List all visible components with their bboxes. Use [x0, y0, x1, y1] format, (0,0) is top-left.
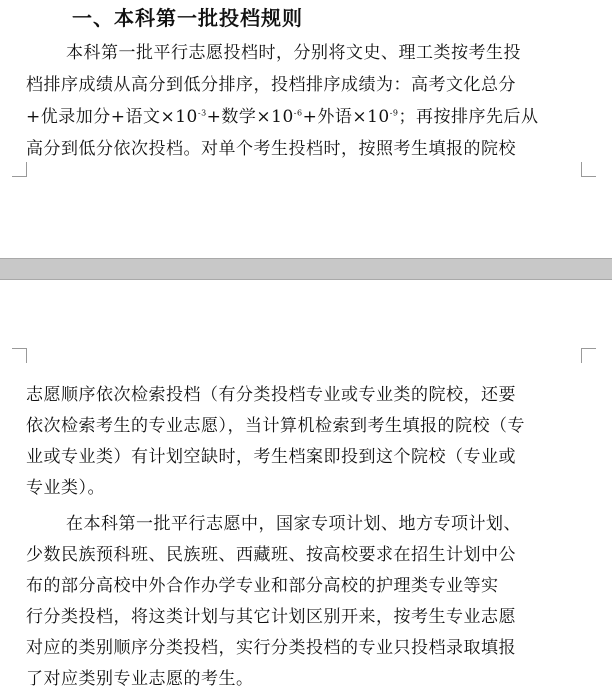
paragraph-line-formula [26, 102, 586, 127]
document-page-1 [0, 0, 612, 258]
exponent: -3 [197, 108, 207, 118]
paragraph-line: 高分到低分依次投档。对单个考生投档时，按照考生填报的院校 [26, 139, 516, 159]
formula-part: ；再按排序先后从 [398, 107, 539, 127]
crop-mark [12, 162, 27, 177]
formula-part: +优录加分+语文×10 [26, 107, 198, 127]
exponent: -6 [293, 108, 303, 118]
exponent: -9 [389, 108, 399, 118]
paragraph-line: 在本科第一批平行志愿中，国家专项计划、地方专项计划、 [66, 514, 521, 534]
paragraph-line: 行分类投档，将这类计划与其它计划区别开来，按考生专业志愿 [26, 607, 516, 627]
paragraph-line: 业或专业类）有计划空缺时，考生档案即投到这个院校（专业或 [26, 447, 516, 467]
page-separator [0, 258, 612, 280]
document-page-2 [0, 280, 612, 695]
section-heading: 一、本科第一批投档规则 [72, 6, 303, 30]
paragraph-line: 志愿顺序依次检索投档（有分类投档专业或专业类的院校，还要 [26, 385, 516, 405]
paragraph-line: 对应的类别顺序分类投档，实行分类投档的专业只投档录取填报 [26, 638, 516, 658]
paragraph-line: 专业类）。 [26, 478, 105, 498]
formula-part: +外语×10 [302, 107, 390, 127]
crop-mark [581, 348, 596, 363]
paragraph-line: 本科第一批平行志愿投档时，分别将文史、理工类按考生投 [66, 43, 521, 63]
paragraph-line: 档排序成绩从高分到低分排序，投档排序成绩为：高考文化总分 [26, 75, 516, 95]
crop-mark [581, 162, 596, 177]
paragraph-line: 少数民族预科班、民族班、西藏班、按高校要求在招生计划中公 [26, 545, 516, 565]
paragraph-line: 布的部分高校中外合作办学专业和部分高校的护理类专业等实 [26, 576, 499, 596]
crop-mark [12, 348, 27, 363]
formula-part: +数学×10 [206, 107, 294, 127]
paragraph-line: 了对应类别专业志愿的考生。 [26, 669, 254, 689]
paragraph-line: 依次检索考生的专业志愿），当计算机检索到考生填报的院校（专 [26, 416, 525, 436]
